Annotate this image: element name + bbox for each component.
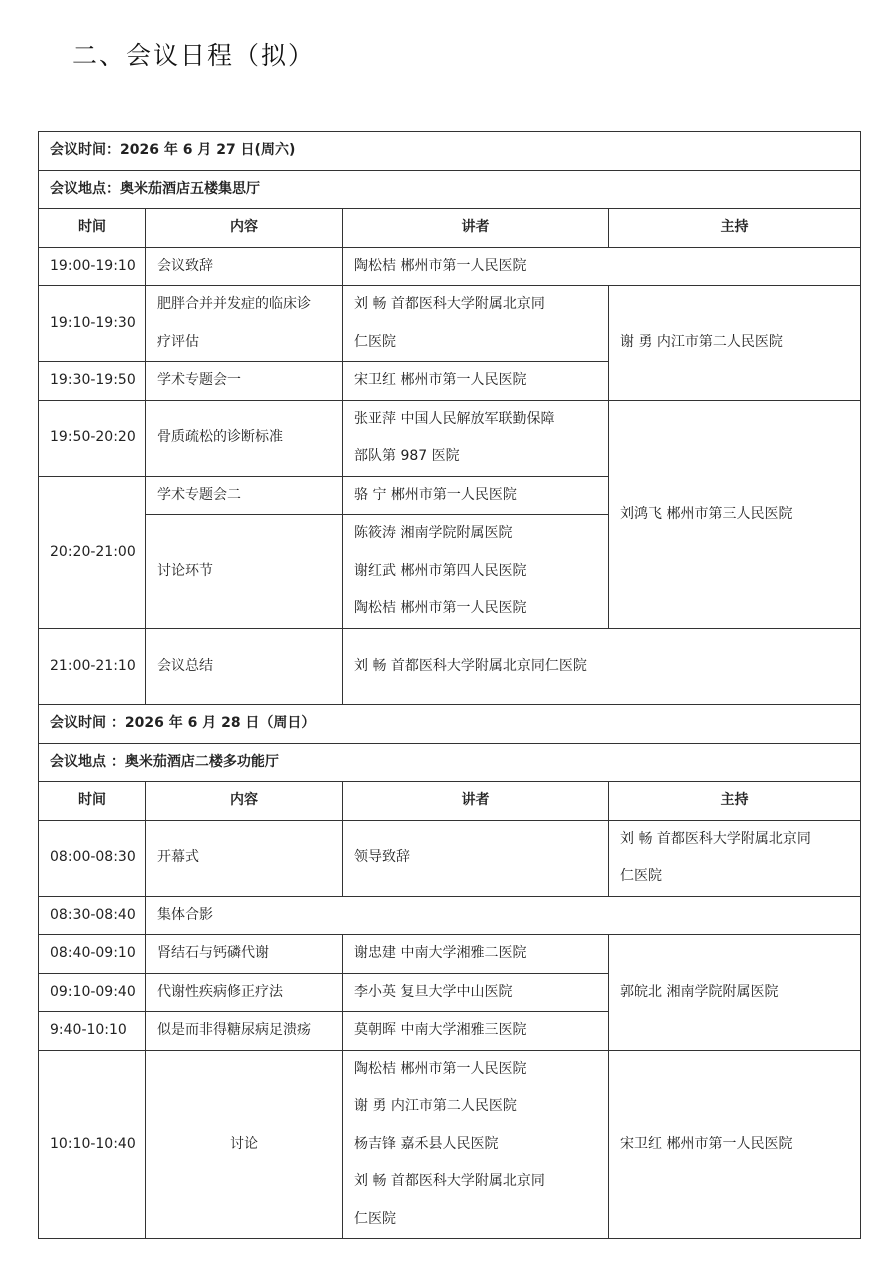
speaker-line: 陶松桔 郴州市第一人民医院 [354,600,527,617]
speaker-cell: 刘 畅 首都医科大学附属北京同仁医院 [343,629,861,705]
time-cell: 08:30-08:40 [39,896,146,935]
day1-venue: 会议地点：奥米茄酒店五楼集思厅 [39,170,861,209]
header-speaker: 讲者 [343,209,609,248]
content-cell: 会议总结 [146,629,343,705]
day1-venue-row [39,170,861,209]
speaker-cell [343,400,609,476]
time-cell: 19:00-19:10 [39,247,146,286]
speaker-cell: 李小英 复旦大学中山医院 [343,973,609,1012]
content-cell: 学术专题会一 [146,362,343,401]
day1-time-row [39,132,861,171]
schedule-table [38,131,861,1239]
speaker-line: 谢红武 郴州市第四人民医院 [354,562,527,579]
host-cell: 郭皖北 湘南学院附属医院 [609,935,861,1051]
day2-header-row [39,782,861,821]
host-line: 仁医院 [620,868,662,884]
table-row [39,1050,861,1239]
content-cell: 集体合影 [146,896,861,935]
table-row [39,400,861,476]
host-cell [609,820,861,896]
time-cell: 09:10-09:40 [39,973,146,1012]
speaker-cell: 骆 宁 郴州市第一人民医院 [343,476,609,515]
content-cell: 开幕式 [146,820,343,896]
speaker-line: 陈筱涛 湘南学院附属医院 [354,525,513,542]
content-line: 疗评估 [157,333,199,350]
content-cell [146,286,343,362]
time-cell: 20:20-21:00 [39,476,146,629]
day2-time: 会议时间 ：2026 年 6 月 28 日（周日） [39,705,861,744]
time-cell: 21:00-21:10 [39,629,146,705]
speaker-cell: 谢忠建 中南大学湘雅二医院 [343,935,609,974]
speaker-cell [343,286,609,362]
host-line: 刘 畅 首都医科大学附属北京同 [620,830,811,847]
time-cell: 19:50-20:20 [39,400,146,476]
day1-header-row [39,209,861,248]
content-cell: 代谢性疾病修正疗法 [146,973,343,1012]
table-row [39,286,861,362]
speaker-line: 谢 勇 内江市第二人民医院 [354,1098,517,1114]
speaker-cell [343,515,609,629]
time-cell: 19:10-19:30 [39,286,146,362]
speaker-line: 张亚萍 中国人民解放军联勤保障 [354,410,555,427]
content-cell: 肾结石与钙磷代谢 [146,935,343,974]
content-cell: 会议致辞 [146,247,343,286]
content-cell: 讨论 [146,1050,343,1239]
content-cell: 学术专题会二 [146,476,343,515]
table-row [39,896,861,935]
content-cell: 似是而非得糖尿病足溃疡 [146,1012,343,1051]
speaker-line: 仁医院 [354,333,396,350]
header-content: 内容 [146,209,343,248]
day1-time: 会议时间：2026 年 6 月 27 日(周六) [39,132,861,171]
day2-venue: 会议地点 ：奥米茄酒店二楼多功能厅 [39,743,861,782]
speaker-line: 仁医院 [354,1210,396,1227]
speaker-cell: 陶松桔 郴州市第一人民医院 [343,247,861,286]
speaker-line: 部队第 987 医院 [354,448,460,464]
host-cell: 谢 勇 内江市第二人民医院 [609,286,861,401]
content-line: 肥胖合并并发症的临床诊 [157,296,311,312]
header-speaker: 讲者 [343,782,609,821]
speaker-line: 刘 畅 首都医科大学附属北京同 [354,296,545,312]
speaker-cell: 宋卫红 郴州市第一人民医院 [343,362,609,401]
header-content: 内容 [146,782,343,821]
header-host: 主持 [609,209,861,248]
day2-venue-row [39,743,861,782]
speaker-line: 刘 畅 首都医科大学附属北京同 [354,1173,545,1189]
host-cell: 宋卫红 郴州市第一人民医院 [609,1050,861,1239]
speaker-cell: 莫朝晖 中南大学湘雅三医院 [343,1012,609,1051]
table-row [39,247,861,286]
table-row [39,935,861,974]
time-cell: 9:40-10:10 [39,1012,146,1051]
time-cell: 19:30-19:50 [39,362,146,401]
header-time: 时间 [39,782,146,821]
time-cell: 08:00-08:30 [39,820,146,896]
header-time: 时间 [39,209,146,248]
page-title: 二、会议日程（拟） [72,41,316,70]
content-cell: 骨质疏松的诊断标准 [146,400,343,476]
content-cell: 讨论环节 [146,515,343,629]
time-cell: 10:10-10:40 [39,1050,146,1239]
host-cell: 刘鸿飞 郴州市第三人民医院 [609,400,861,629]
speaker-cell [343,1050,609,1239]
table-row [39,629,861,705]
time-cell: 08:40-09:10 [39,935,146,974]
speaker-line: 杨吉锋 嘉禾县人民医院 [354,1135,499,1152]
speaker-line: 陶松桔 郴州市第一人民医院 [354,1060,527,1077]
day2-time-row [39,705,861,744]
speaker-cell: 领导致辞 [343,820,609,896]
header-host: 主持 [609,782,861,821]
table-row [39,820,861,896]
